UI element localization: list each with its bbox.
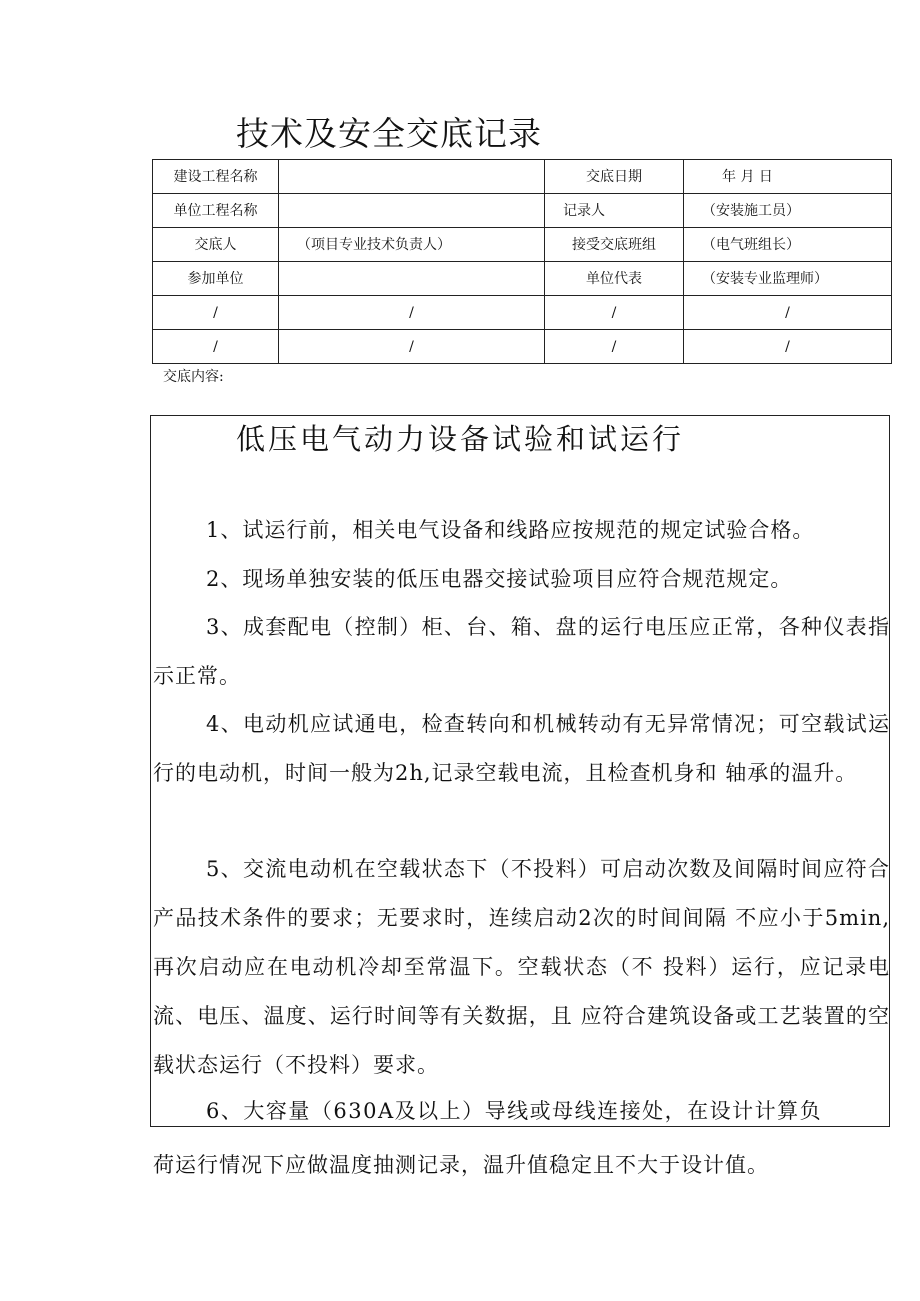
table-cell: （项目专业技术负责人） [279, 228, 545, 262]
table-cell: / [279, 296, 545, 330]
table-cell: 接受交底班组 [545, 228, 684, 262]
table-cell: （电气班组长） [684, 228, 892, 262]
paragraph: 4、电动机应试通电，检查转向和机械转动有无异常情况；可空载试运行的电动机，时间一般为2h,记录空载电流，且检查机身和 轴承的温升。 [153, 712, 890, 785]
paragraph: 5、交流电动机在空载状态下（不投料）可启动次数及间隔时间应符合产品技术条件的要求；无要求时，连续启动2次的时间间隔 不应小于5min,再次启动应在电动机冷却至常温下。空载状态（不 投料）运行，应记录电流、电压、温度、运行时间等有关数据，且 应符合建筑设备或工艺装置的空载状态运行（不投料）要求。 [153, 857, 890, 1077]
table-cell: 单位工程名称 [153, 194, 279, 228]
table-row [153, 330, 892, 364]
table-cell: （安装施工员） [684, 194, 892, 228]
table-cell: / [153, 330, 279, 364]
table-cell: （安装专业监理师） [684, 262, 892, 296]
paragraph: 3、成套配电（控制）柜、台、箱、盘的运行电压应正常，各种仪表指示正常。 [153, 615, 890, 688]
content-heading: 低压电气动力设备试验和试运行 [235, 422, 684, 456]
table-cell: 年 月 日 [684, 160, 892, 194]
table-cell [279, 194, 545, 228]
paragraph-continuation: 荷运行情况下应做温度抽测记录，温升值稳定且不大于设计值。 [153, 1153, 769, 1177]
table-cell: 参加单位 [153, 262, 279, 296]
table-row [153, 296, 892, 330]
table-cell: / [279, 330, 545, 364]
table-row [153, 194, 892, 228]
table-cell: / [684, 330, 892, 364]
table-cell: 记录人 [545, 194, 684, 228]
table-cell: 交底日期 [545, 160, 684, 194]
paragraph: 1、试运行前，相关电气设备和线路应按规范的规定试验合格。 [206, 518, 815, 542]
table-row [153, 160, 892, 194]
table-cell: / [684, 296, 892, 330]
table-row [153, 228, 892, 262]
table-cell [279, 160, 545, 194]
content-label: 交底内容: [163, 369, 224, 385]
table-cell: / [545, 296, 684, 330]
table-cell: 单位代表 [545, 262, 684, 296]
table-cell [279, 262, 545, 296]
table-cell: 交底人 [153, 228, 279, 262]
paragraph: 2、现场单独安装的低压电器交接试验项目应符合规范规定。 [206, 567, 793, 591]
document-title: 技术及安全交底记录 [236, 114, 542, 153]
table-cell: 建设工程名称 [153, 160, 279, 194]
table-row [153, 262, 892, 296]
header-table [152, 159, 892, 364]
table-cell: / [153, 296, 279, 330]
paragraph: 6、大容量（630A及以上）导线或母线连接处，在设计计算负 [206, 1099, 823, 1123]
table-cell: / [545, 330, 684, 364]
